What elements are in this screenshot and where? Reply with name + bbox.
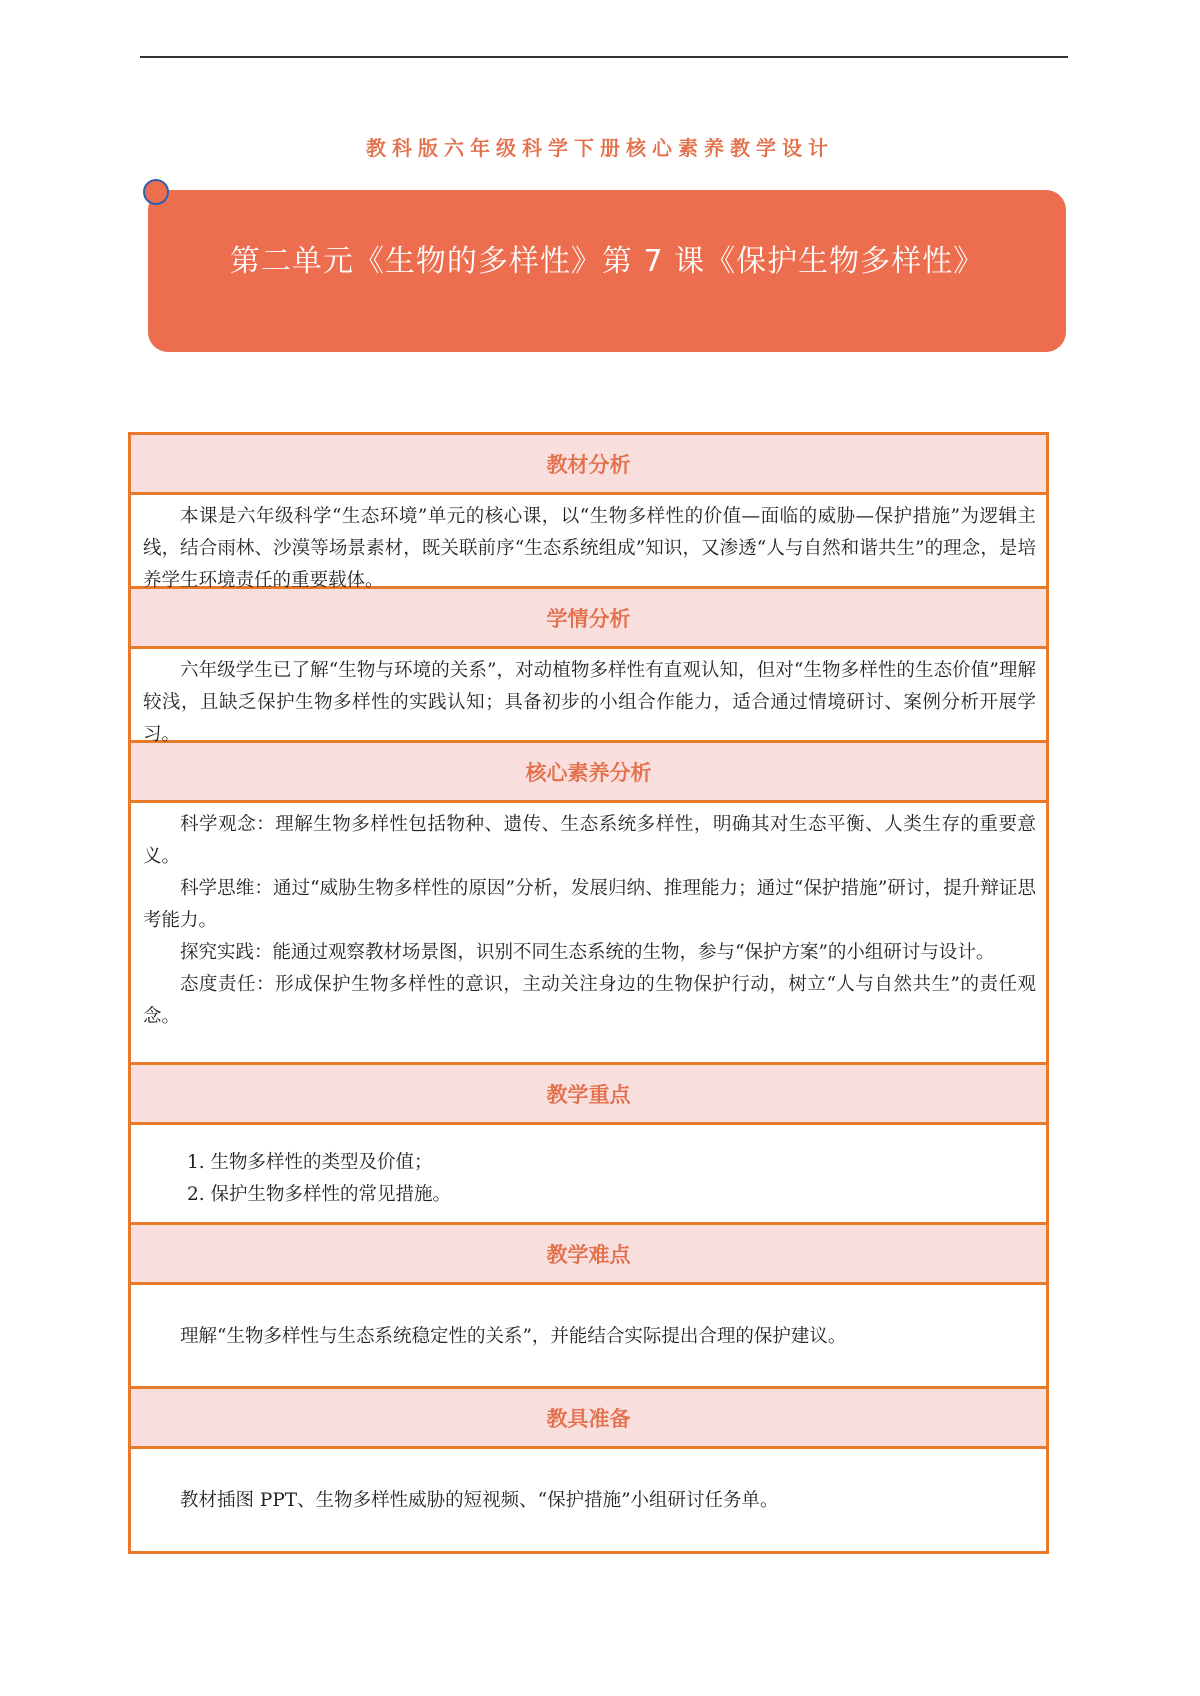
literacy-paragraph-attitude: 态度责任：形成保护生物多样性的意识，主动关注身边的生物保护行动，树立“人与自然共生”的责任观念。 xyxy=(143,974,1036,1027)
lesson-design-table xyxy=(128,432,1049,1554)
document-subtitle: 教科版六年级科学下册核心素养教学设计 xyxy=(366,136,834,160)
materials-text: 教材插图 PPT、生物多样性威胁的短视频、“保护措施”小组研讨任务单。 xyxy=(180,1490,779,1511)
textbook-paragraph: 本课是六年级科学“生态环境”单元的核心课，以“生物多样性的价值—面临的威胁—保护措施”为逻辑主线，结合雨林、沙漠等场景素材，既关联前序“生态系统组成”知识，又渗透“人与自然和谐共生”的理念，是培养学生环境责任的重要载体。 xyxy=(143,506,1036,591)
lesson-title: 第二单元《生物的多样性》第 7 课《保护生物多样性》 xyxy=(229,244,985,279)
section-body-literacy xyxy=(131,803,1046,1065)
top-rule xyxy=(140,56,1068,58)
banner-dot-decoration xyxy=(143,179,169,205)
section-header-literacy: 核心素养分析 xyxy=(131,743,1046,803)
section-header-students: 学情分析 xyxy=(131,589,1046,649)
section-body-key-points xyxy=(131,1125,1046,1225)
section-header-textbook: 教材分析 xyxy=(131,435,1046,495)
section-header-materials: 教具准备 xyxy=(131,1389,1046,1449)
section-body-difficulties xyxy=(131,1285,1046,1389)
literacy-paragraph-practice: 探究实践：能通过观察教材场景图，识别不同生态系统的生物，参与“保护方案”的小组研讨与设计。 xyxy=(180,942,995,963)
section-body-students xyxy=(131,649,1046,743)
section-header-difficulties: 教学难点 xyxy=(131,1225,1046,1285)
section-body-materials xyxy=(131,1449,1046,1551)
difficulties-text: 理解“生物多样性与生态系统稳定性的关系”，并能结合实际提出合理的保护建议。 xyxy=(180,1325,847,1347)
literacy-paragraph-thinking: 科学思维：通过“威胁生物多样性的原因”分析，发展归纳、推理能力；通过“保护措施”研讨，提升辩证思考能力。 xyxy=(143,878,1036,931)
literacy-paragraph-concept: 科学观念：理解生物多样性包括物种、遗传、生态系统多样性，明确其对生态平衡、人类生存的重要意义。 xyxy=(143,814,1036,867)
section-body-textbook xyxy=(131,495,1046,589)
key-point-item: 2. 保护生物多样性的常见措施。 xyxy=(187,1184,452,1205)
section-header-key-points: 教学重点 xyxy=(131,1065,1046,1125)
students-paragraph: 六年级学生已了解“生物与环境的关系”，对动植物多样性有直观认知，但对“生物多样性的生态价值”理解较浅，且缺乏保护生物多样性的实践认知；具备初步的小组合作能力，适合通过情境研讨、案例分析开展学习。 xyxy=(143,660,1036,745)
key-point-item: 1. 生物多样性的类型及价值； xyxy=(187,1152,433,1173)
